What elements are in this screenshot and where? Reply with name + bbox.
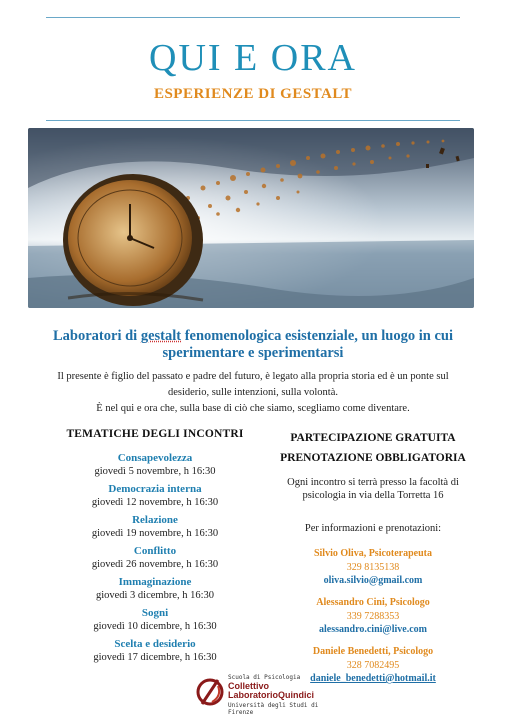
topics-list [60, 452, 250, 664]
lead-part1: Laboratori di [53, 328, 141, 344]
topic-name: Sogni [141, 607, 169, 619]
contact-name: Alessandro Cini, Psicologo [316, 597, 430, 608]
topic-name: Relazione [132, 514, 178, 526]
booking-required-heading: PRENOTAZIONE OBBLIGATORIA [280, 452, 466, 464]
topics-column [60, 428, 250, 669]
topic-item [60, 483, 250, 509]
location-text: Ogni incontro si terrà presso la facoltà di psicologia in via della Torretta 16 [287, 477, 459, 501]
topic-item [60, 514, 250, 540]
topics-heading: TEMATICHE DEGLI INCONTRI [66, 428, 244, 440]
logo-mark-icon [196, 674, 226, 710]
participation-column [278, 428, 468, 685]
topic-date: giovedì 3 dicembre, h 16:30 [95, 590, 215, 601]
subtitle-rule [46, 120, 460, 121]
topic-date: giovedì 5 novembre, h 16:30 [94, 466, 216, 477]
topic-item [60, 638, 250, 664]
topic-date: giovedì 26 novembre, h 16:30 [91, 559, 219, 570]
lead-part2: fenomenologica esistenziale, un luogo in cui sperimentare e sperimentarsi [162, 328, 453, 361]
topic-name: Consapevolezza [117, 452, 193, 464]
lead-underlined: gestalt [140, 328, 182, 344]
contact-phone: 339 7288353 [346, 611, 400, 622]
contact-card [278, 547, 468, 587]
topic-item [60, 545, 250, 571]
contact-email-link[interactable]: daniele_benedetti@hotmail.it [310, 673, 436, 684]
lead-text [40, 328, 466, 362]
topic-date: giovedì 19 novembre, h 16:30 [91, 528, 219, 539]
topic-name: Scelta e desiderio [114, 638, 196, 650]
hero-image [28, 128, 474, 308]
topic-date: giovedì 17 dicembre, h 16:30 [93, 652, 217, 663]
top-rule [46, 17, 460, 18]
page-title: QUI E ORA [149, 37, 357, 79]
contact-phone: 328 7082495 [346, 660, 400, 671]
logo-line-3: LaboratorioQuindici [228, 690, 315, 700]
topic-name: Democrazia interna [108, 483, 202, 495]
topic-item [60, 452, 250, 478]
contact-email-link[interactable]: alessandro.cini@live.com [318, 624, 427, 635]
logo-line-2: Collettivo [228, 681, 270, 691]
topic-name: Immaginazione [118, 576, 192, 588]
school-logo [196, 672, 326, 716]
contact-name: Silvio Oliva, Psicoterapeuta [313, 548, 433, 559]
free-participation-heading: PARTECIPAZIONE GRATUITA [290, 432, 456, 444]
info-text: Per informazioni e prenotazioni: [304, 523, 442, 534]
intro-paragraph [40, 369, 466, 417]
topic-item [60, 607, 250, 633]
page-subtitle: ESPERIENZE DI GESTALT [153, 86, 353, 102]
topic-name: Conflitto [133, 545, 177, 557]
contact-name: Daniele Benedetti, Psicologo [312, 646, 434, 657]
topic-date: giovedì 12 novembre, h 16:30 [91, 497, 219, 508]
intro-line-2: È nel qui e ora che, sulla base di ciò che siamo, scegliamo come diventare. [96, 403, 410, 414]
melting-clock-image [28, 128, 474, 308]
logo-line-1: Scuola di Psicologia [228, 674, 301, 681]
contact-phone: 329 8135138 [346, 562, 400, 573]
topic-date: giovedì 10 dicembre, h 16:30 [93, 621, 217, 632]
intro-line-1: Il presente è figlio del passato e padre del futuro, è legato alla propria storia ed è un ponte sul desiderio, sulle intenzioni, sulla volontà. [57, 371, 449, 398]
contact-card [278, 596, 468, 636]
topic-item [60, 576, 250, 602]
logo-line-4: Università degli Studi di Firenze [228, 702, 319, 716]
contact-email-link[interactable]: oliva.silvio@gmail.com [323, 575, 423, 586]
